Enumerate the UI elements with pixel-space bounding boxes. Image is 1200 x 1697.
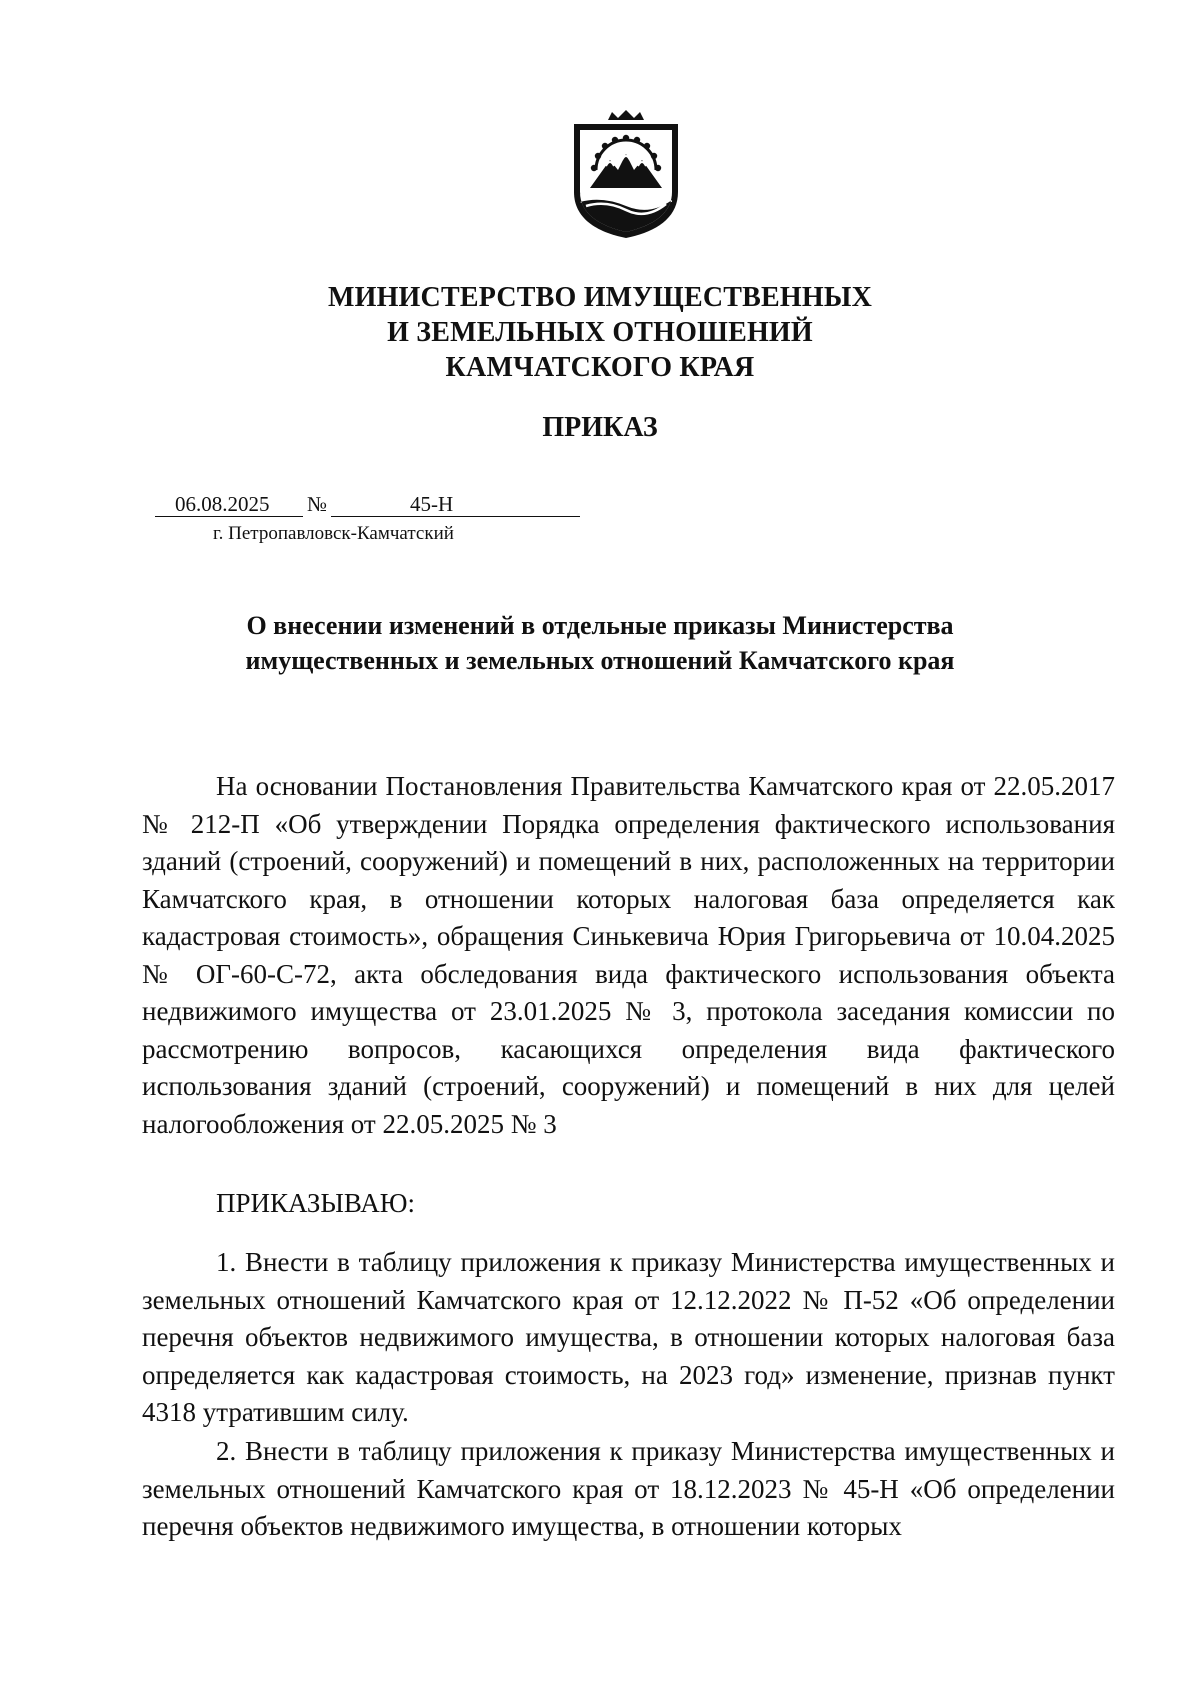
organization-name-line-2: И ЗЕМЕЛЬНЫХ ОТНОШЕНИЙ [387, 317, 813, 348]
subject-line-1: О внесении изменений в отдельные приказы Министерства [246, 611, 954, 640]
document-type-title: ПРИКАЗ [542, 412, 658, 443]
order-word: ПРИКАЗЫВАЮ: [216, 1188, 415, 1218]
document-date: 06.08.2025 [175, 492, 270, 516]
document-number: 45-Н [410, 492, 454, 516]
organization-name-line-3: КАМЧАТСКОГО КРАЯ [445, 352, 755, 383]
organization-name-line-1: МИНИСТЕРСТВО ИМУЩЕСТВЕННЫХ [327, 282, 873, 313]
document-place: г. Петропавловск-Камчатский [213, 523, 454, 544]
item-1-block [142, 1244, 1115, 1432]
preamble-block [142, 768, 1115, 1143]
number-sign: № [307, 492, 328, 516]
document-subject [0, 608, 1200, 678]
preamble-paragraph: На основании Постановления Правительства Камчатского края от 22.05.2017 № 212-П «Об утверждении Порядка определения фактического использования зданий (строений, сооружений) и помещений в них, расположенных на территории Камчатского края, в отношении которых налоговая база определяется как кадастровая стоимость», обращения Синькевича Юрия Григорьевича от 10.04.2025 № ОГ-60-С-72, акта обследования вида фактического использования объекта недвижимого имущества от 23.01.2025 № 3, протокола заседания комиссии по рассмотрению вопросов, касающихся определения вида фактического использования зданий (строений, сооружений) и помещений в них для целей налогообложения от 22.05.2025 № 3 [142, 771, 1115, 1139]
order-item-2: 2. Внести в таблицу приложения к приказу Министерства имущественных и земельных отношений Камчатского края от 18.12.2023 № 45-Н «Об определении перечня объектов недвижимого имущества, в отношении которых [142, 1436, 1115, 1541]
number-underline [331, 516, 580, 517]
subject-line-2: имущественных и земельных отношений Камчатского края [245, 646, 955, 675]
order-item-1: 1. Внести в таблицу приложения к приказу Министерства имущественных и земельных отношений Камчатского края от 12.12.2022 № П-52 «Об определении перечня объектов недвижимого имущества, в отношении которых налоговая база определяется как кадастровая стоимость, на 2023 год» изменение, признав пункт 4318 утратившим силу. [142, 1247, 1115, 1427]
date-underline [155, 516, 303, 517]
date-number-line [155, 492, 580, 518]
coat-of-arms-icon [572, 110, 680, 240]
item-2-block [142, 1433, 1115, 1546]
